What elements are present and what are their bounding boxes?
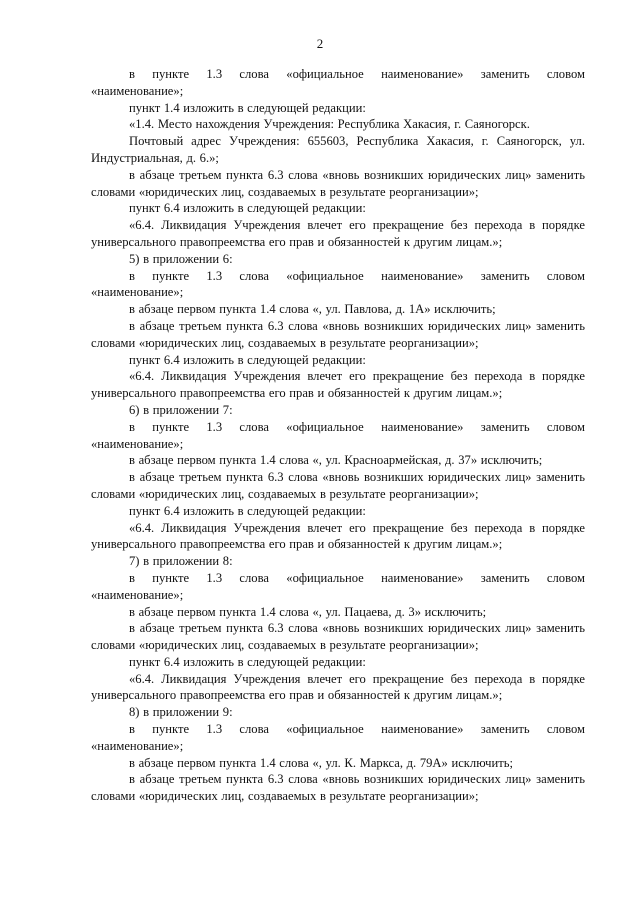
paragraph: в абзаце первом пункта 1.4 слова «, ул. Павлова, д. 1А» исключить;: [129, 302, 496, 317]
document-body: [91, 66, 585, 805]
section-heading: 6) в приложении 7:: [129, 402, 233, 417]
paragraph: пункт 6.4 изложить в следующей редакции:: [129, 503, 366, 518]
paragraph: пункт 6.4 изложить в следующей редакции:: [129, 654, 366, 669]
paragraph: Почтовый адрес Учреждения: 655603, Республика Хакасия, г. Саяногорск, ул. Индустриальная, д. 6.»;: [91, 134, 585, 165]
paragraph: в абзаце третьем пункта 6.3 слова «вновь возникших юридических лиц» заменить словами «юридических лиц, создаваемых в результате реорганизации»;: [91, 167, 585, 199]
paragraph: в абзаце первом пункта 1.4 слова «, ул. Красноармейская, д. 37» исключить;: [129, 453, 543, 468]
paragraph: «1.4. Место нахождения Учреждения: Республика Хакасия, г. Саяногорск.: [129, 117, 530, 132]
paragraph: в абзаце первом пункта 1.4 слова «, ул. Пацаева, д. 3» исключить;: [129, 604, 487, 619]
paragraph: пункт 6.4 изложить в следующей редакции:: [129, 352, 366, 367]
paragraph: «6.4. Ликвидация Учреждения влечет его прекращение без перехода в порядке универсального правопреемства его прав и обязанностей к другим лицам.»;: [91, 218, 585, 249]
paragraph: «6.4. Ликвидация Учреждения влечет его прекращение без перехода в порядке универсального правопреемства его прав и обязанностей к другим лицам.»;: [91, 369, 585, 401]
page-number: 2: [316, 36, 324, 51]
paragraph: в абзаце третьем пункта 6.3 слова «вновь возникших юридических лиц» заменить словами «юридических лиц, создаваемых в результате реорганизации»;: [91, 470, 585, 501]
section-heading: 7) в приложении 8:: [129, 554, 233, 569]
paragraph: в абзаце третьем пункта 6.3 слова «вновь возникших юридических лиц» заменить словами «юридических лиц, создаваемых в результате реорганизации»;: [91, 318, 585, 350]
section-heading: 8) в приложении 9:: [129, 705, 233, 720]
paragraph: «6.4. Ликвидация Учреждения влечет его прекращение без перехода в порядке универсального правопреемства его прав и обязанностей к другим лицам.»;: [91, 671, 585, 703]
section-heading: 5) в приложении 6:: [129, 251, 233, 266]
paragraph: «6.4. Ликвидация Учреждения влечет его прекращение без перехода в порядке универсального правопреемства его прав и обязанностей к другим лицам.»;: [91, 520, 585, 552]
paragraph: пункт 6.4 изложить в следующей редакции:: [129, 201, 366, 216]
paragraph: в пункте 1.3 слова «официальное наименование» заменить словом «наименование»;: [91, 67, 585, 98]
paragraph: в пункте 1.3 слова «официальное наименование» заменить словом «наименование»;: [91, 722, 585, 753]
paragraph: в пункте 1.3 слова «официальное наименование» заменить словом «наименование»;: [91, 570, 585, 602]
paragraph: в абзаце первом пункта 1.4 слова «, ул. К. Маркса, д. 79А» исключить;: [129, 755, 513, 770]
paragraph: в абзаце третьем пункта 6.3 слова «вновь возникших юридических лиц» заменить словами «юридических лиц, создаваемых в результате реорганизации»;: [91, 621, 585, 653]
paragraph: пункт 1.4 изложить в следующей редакции:: [129, 100, 366, 115]
paragraph: в пункте 1.3 слова «официальное наименование» заменить словом «наименование»;: [91, 268, 585, 300]
paragraph: в пункте 1.3 слова «официальное наименование» заменить словом «наименование»;: [91, 419, 585, 451]
paragraph: в абзаце третьем пункта 6.3 слова «вновь возникших юридических лиц» заменить словами «юридических лиц, создаваемых в результате реорганизации»;: [91, 772, 585, 804]
